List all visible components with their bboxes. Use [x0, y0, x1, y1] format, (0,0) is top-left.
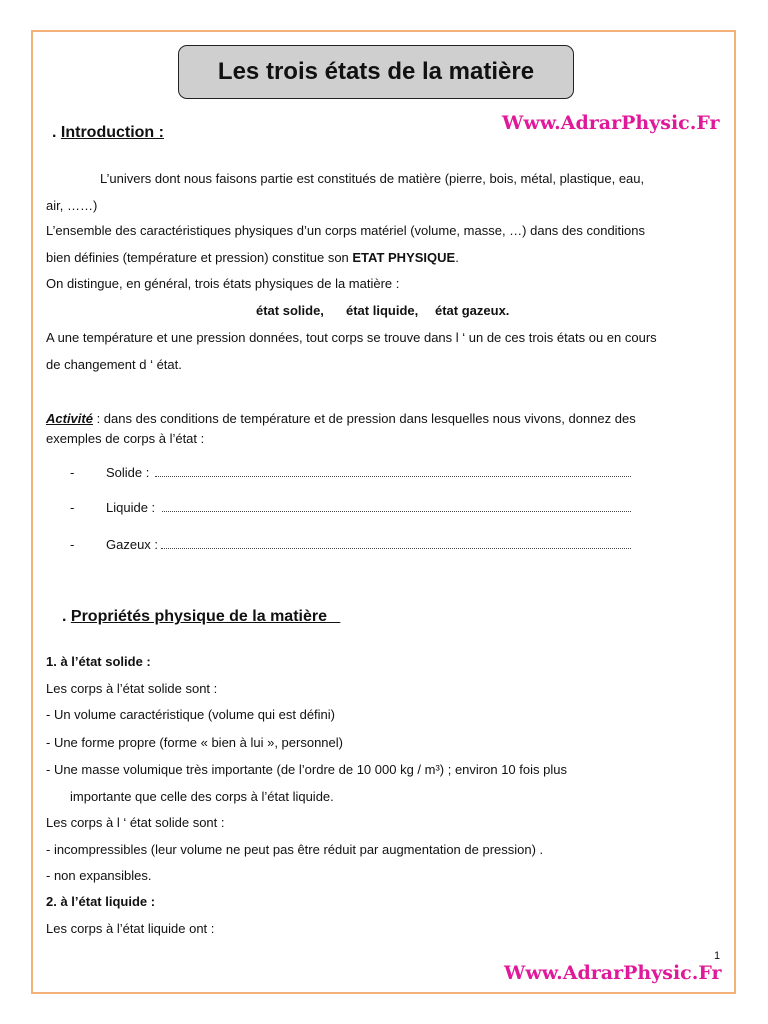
- liquid-intro: Les corps à l’état liquide ont :: [46, 921, 215, 936]
- activity-item-gas-label: Gazeux :: [106, 537, 159, 552]
- activity-item-solid-label: Solide :: [106, 465, 150, 480]
- intro-p4-line2: de changement d ‘ état.: [46, 357, 182, 372]
- answer-line-gas[interactable]: [161, 548, 631, 549]
- answer-line-liquid[interactable]: [162, 511, 631, 512]
- properties-heading: [62, 608, 340, 626]
- activity-item-dash: -: [70, 500, 75, 515]
- intro-p1-line1: L’univers dont nous faisons partie est constitués de matière (pierre, bois, métal, plastique, eau,: [100, 171, 645, 186]
- intro-p2-line1: L’ensemble des caractéristiques physiques d’un corps matériel (volume, masse, …) dans des conditions: [46, 223, 646, 238]
- activity-item-dash: -: [70, 537, 75, 552]
- intro-p4-line1: A une température et une pression données, tout corps se trouve dans l ‘ un de ces trois états ou en cours: [46, 330, 657, 345]
- intro-p2-line2: [46, 250, 459, 266]
- intro-p2-bold: ETAT PHYSIQUE: [352, 250, 456, 265]
- properties-heading-prefix: .: [62, 608, 71, 625]
- solid-item-density-cont: importante que celle des corps à l’état liquide.: [70, 789, 334, 804]
- page-number: 1: [714, 950, 721, 962]
- solid-item-incompressible: - incompressibles (leur volume ne peut pas être réduit par augmentation de pression) .: [46, 842, 544, 857]
- solid-item-density: - Une masse volumique très importante (de l’ordre de 10 000 kg / m³) ; environ 10 fois plus: [46, 762, 567, 777]
- intro-heading: [52, 124, 164, 142]
- activity-line2: exemples de corps à l’état :: [46, 431, 205, 446]
- intro-p2-end: .: [455, 250, 459, 265]
- activity-line1: [46, 411, 636, 427]
- solid-item-volume: - Un volume caractéristique (volume qui est défini): [46, 707, 336, 722]
- properties-heading-underline-tail: [327, 608, 340, 625]
- activity-item-dash: -: [70, 465, 75, 480]
- state-solid: état solide,: [256, 303, 324, 318]
- properties-heading-text: Propriétés physique de la matière: [70, 608, 327, 625]
- solid-intro2: Les corps à l ‘ état solide sont :: [46, 815, 225, 830]
- activity-text: : dans des conditions de température et de pression dans lesquelles nous vivons, donnez des: [92, 411, 636, 426]
- intro-heading-text: Introduction :: [60, 124, 164, 141]
- liquid-heading: 2. à l’état liquide :: [46, 894, 156, 909]
- solid-heading: 1. à l’état solide :: [46, 654, 151, 669]
- answer-line-solid[interactable]: [155, 476, 631, 477]
- intro-p1-line2: air, ……): [46, 198, 98, 213]
- activity-label: Activité: [46, 411, 93, 426]
- state-liquid: état liquide,: [346, 303, 419, 318]
- activity-item-liquid-label: Liquide :: [106, 500, 156, 515]
- intro-p3: On distingue, en général, trois états physiques de la matière :: [46, 276, 400, 291]
- page-title: Les trois états de la matière: [178, 45, 574, 99]
- site-watermark-top: Www.AdrarPhysic.Fr: [502, 112, 720, 134]
- intro-p2-text: bien définies (température et pression) constitue son: [46, 250, 353, 265]
- intro-heading-prefix: .: [52, 124, 61, 141]
- solid-intro: Les corps à l’état solide sont :: [46, 681, 218, 696]
- state-gas: état gazeux.: [435, 303, 510, 318]
- solid-item-nonexpansible: - non expansibles.: [46, 868, 152, 883]
- solid-item-shape: - Une forme propre (forme « bien à lui », personnel): [46, 735, 343, 750]
- site-watermark-bottom: Www.AdrarPhysic.Fr: [504, 962, 722, 984]
